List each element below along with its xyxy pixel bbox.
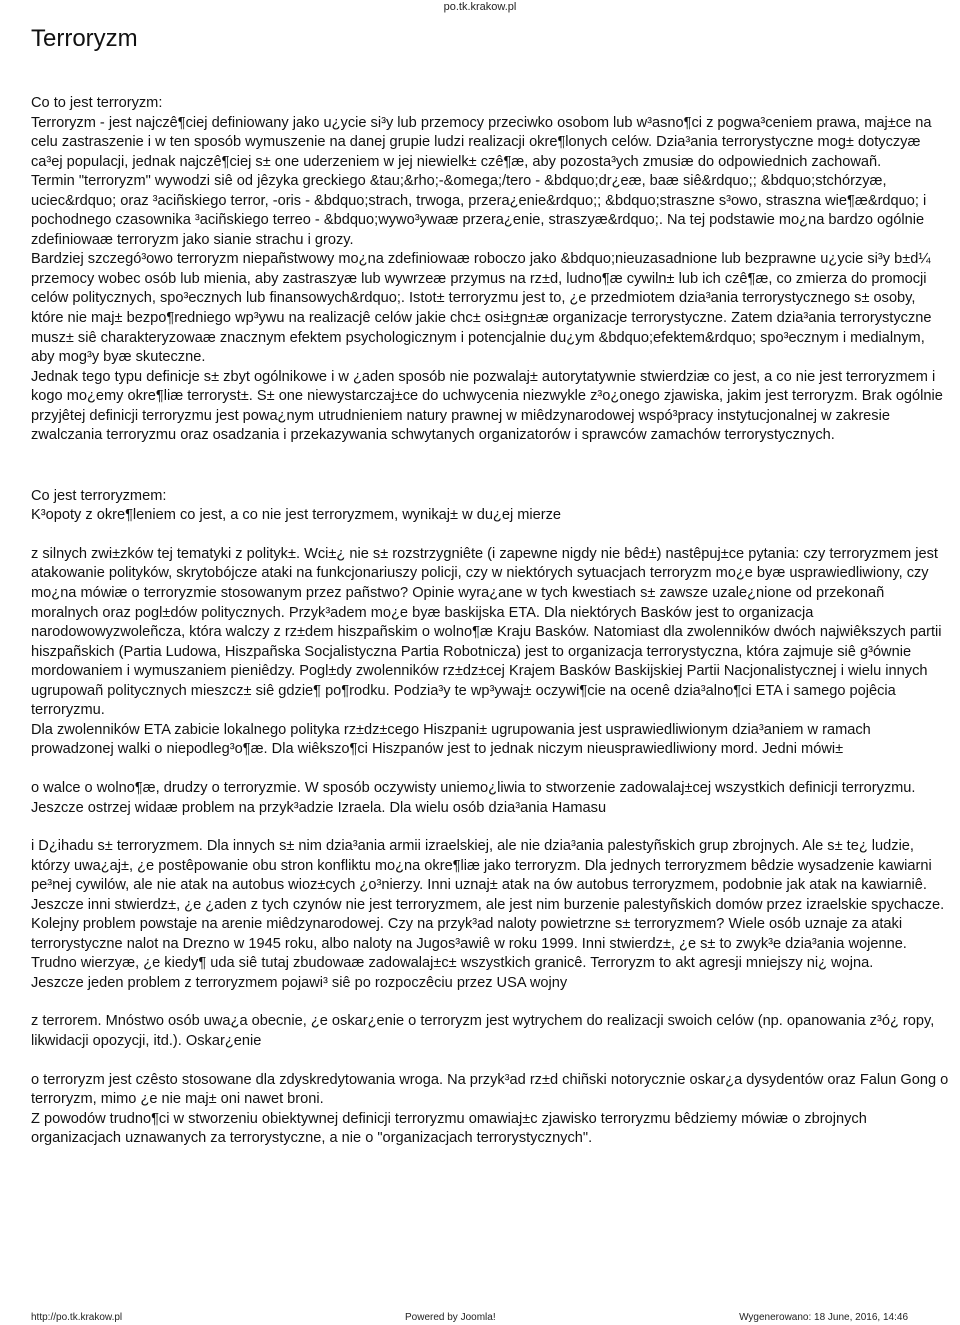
paragraph: Jednak tego typu definicje s± zbyt ogólnikowe i w ¿aden sposób nie pozwalaj± autorytatywnie stwierdziæ co jest, a co nie jest terroryzmem i kogo mo¿emy okre¶liæ terroryst±. S± one niewystarczaj±ce do uchwycenia niezwykle z³o¿onego zjawiska, jakim jest terroryzm. Brak ogólnie przyjêtej definicji terroryzmu jest powa¿nym utrudnieniem natury prawnej w miêdzynarodowej wspó³pracy instytucjonalnej w zakresie zwalczania terroryzmu oraz osadzania i przekazywania schwytanych organizatorów i sprawców zamachów terrorystycznych. [31, 368, 943, 444]
page-title: Terroryzm [31, 25, 138, 52]
footer-powered-by[interactable]: Powered by Joomla! [405, 1312, 496, 1323]
spacer [31, 993, 949, 1012]
paragraph: Z powodów trudno¶ci w stworzeniu obiektywnej definicji terroryzmu omawiaj±c zjawisko terroryzmu bêdziemy mówiæ o zbrojnych organizacjach uznawanych za terrorystyczne, a nie o "organizacjach terrorystycznych". [31, 1110, 867, 1147]
paragraph: Terroryzm - jest najczê¶ciej definiowany jako u¿ycie si³y lub przemocy przeciwko osobom lub w³asno¶ci z pogwa³ceniem prawa, maj±ce na celu zastraszenie i w ten sposób wymuszenie na danej grupie ludzi realizacji okre¶lonych celów. Dzia³ania terrorystyczne mog± dotyczyæ ca³ej populacji, jednak najczê¶ciej s± one uderzeniem w jej niewielk± czê¶æ, aby pozosta³ych zmusiæ do odpowiednich zachowañ. [31, 114, 932, 170]
paragraph: o walce o wolno¶æ, drudzy o terroryzmie. W sposób oczywisty uniemo¿liwia to stworzenie zadowalaj±cej wszystkich definicji terroryzmu. [31, 779, 916, 796]
footer-site-link[interactable]: http://po.tk.krakow.pl [31, 1312, 123, 1323]
paragraph: z silnych zwi±zków tej tematyki z polityk±. Wci±¿ nie s± rozstrzygniête (i zapewne nigdy nie bêd±) nastêpuj±ce pytania: czy terroryzmem jest atakowanie polityków, skrytobójcze ataki na funkcjonariuszy policji, czy w niektórych sytuacjach terroryzm mo¿e byæ usprawiedliwiony, czy mo¿na mówiæ o terroryzmie stosowanym przez pañstwo? Opinie wyra¿ane w tych kwestiach s± zawsze uzale¿nione od przekonañ moralnych oraz pogl±dów politycznych. Przyk³adem mo¿e byæ baskijska ETA. Dla niektórych Basków jest to organizacja narodowowyzwoleñcza, która walczy z rz±dem hiszpañskim o wolno¶æ Kraju Basków. Natomiast dla zwolenników dwóch najwiêkszych partii hiszpañskich (Partia Ludowa, Hiszpañska Socjalistyczna Partia Robotnicza) jest to organizacja terrorystyczna, która zajmuje siê g³ównie mordowaniem i wymuszaniem pieniêdzy. Pogl±dy zwolenników rz±dz±cej Krajem Basków Baskijskiej Partii Nacjonalistycznej i wielu innych ugrupowañ politycznych mieszcz± siê gdzie¶ po¶rodku. Podzia³y te wp³ywaj± oczywi¶cie na ocenê dzia³alno¶ci ETA i samego pojêcia terroryzmu. [31, 545, 942, 719]
section-heading: Co jest terroryzmem: [31, 487, 167, 504]
paragraph: o terroryzm jest czêsto stosowane dla zdyskredytowania wroga. Na przyk³ad rz±d chiñski notorycznie oskar¿a dysydentów oraz Falun Gong o terroryzm, mimo ¿e nie maj± oni nawet broni. [31, 1071, 949, 1108]
paragraph: Jeszcze jeden problem z terroryzmem pojawi³ siê po rozpoczêciu przez USA wojny [31, 974, 568, 991]
article-body [31, 94, 949, 1149]
site-link[interactable]: po.tk.krakow.pl [443, 1, 517, 13]
paragraph: Termin "terroryzm" wywodzi siê od jêzyka greckiego &tau;&rho;-&omega;/tero - &bdquo;dr¿eæ, baæ siê&rdquo;; &bdquo;stchórzyæ, uciec&rdquo; oraz ³aciñskiego terror, -oris - &bdquo;strach, trwoga, przera¿enie&rdquo;; &bdquo;straszne s³owo, straszna wie¶æ&rdquo; i pochodnego czasownika ³aciñskiego terreo - &bdquo;wywo³ywaæ przera¿enie, straszyæ&rdquo;. Na tej podstawie mo¿na bardzo ogólnie zdefiniowaæ terroryzm jako sianie strachu i grozy. [31, 173, 927, 248]
section-heading: Co to jest terroryzm: [31, 95, 163, 111]
footer-generated-date: Wygenerowano: 18 June, 2016, 14:46 [739, 1312, 908, 1323]
spacer [31, 760, 949, 779]
spacer [31, 818, 949, 837]
page-footer [0, 1311, 960, 1325]
paragraph: K³opoty z okre¶leniem co jest, a co nie jest terroryzmem, wynikaj± w du¿ej mierze [31, 507, 562, 524]
paragraph: Kolejny problem powstaje na arenie miêdzynarodowej. Czy na przyk³ad naloty powietrzne s± terroryzmem? Wiele osób uznaje za ataki terrorystyczne nalot na Drezno w 1945 roku, albo naloty na Jugos³awiê w roku 1999. Inni stwierdz±, ¿e s± to zwyk³e dzia³ania wojenne. Trudno wierzyæ, ¿e kiedy¶ uda siê tutaj zbudowaæ zadowalaj±c± wszystkich granicê. Terroryzm to akt agresji mniejszy ni¿ wojna. [31, 916, 907, 972]
paragraph: z terrorem. Mnóstwo osób uwa¿a obecnie, ¿e oskar¿enie o terroryzm jest wytrychem do realizacji swoich celów (np. opanowania z³ó¿ ropy, likwidacji opozycji, itd.). Oskar¿enie [31, 1013, 935, 1049]
spacer [31, 446, 949, 487]
paragraph: Jeszcze ostrzej widaæ problem na przyk³adzie Izraela. Dla wielu osób dzia³ania Hamasu [31, 799, 607, 816]
paragraph: i D¿ihadu s± terroryzmem. Dla innych s± nim dzia³ania armii izraelskiej, ale nie dzia³ania palestyñskich grup zbrojnych. Ale s± te¿ ludzie, którzy uwa¿aj±, ¿e postêpowanie obu stron konfliktu mo¿na okre¶liæ jako terroryzm. Dla jednych terroryzmem bêdzie wysadzenie kawiarni pe³nej cywilów, ale nie atak na autobus wioz±cych ¿o³nierzy. Inni uznaj± atak na ów autobus terroryzmem, podobnie jak atak na kawiarniê. Jeszcze inni stwierdz±, ¿e ¿aden z tych czynów nie jest terroryzmem, ale jest nim burzenie palestyñskich domów przez izraelskie spychacze. [31, 838, 945, 913]
spacer [31, 1052, 949, 1071]
paragraph: Dla zwolenników ETA zabicie lokalnego polityka rz±dz±cego Hiszpani± ugrupowania jest usprawiedliwionym dzia³aniem w ramach prowadzonej walki o niepodleg³o¶æ. Dla wiêkszo¶ci Hiszpanów jest to jednak niczym nieusprawiedliwiony mord. Jedni mówi± [31, 721, 871, 758]
spacer [31, 526, 949, 545]
paragraph: Bardziej szczegó³owo terroryzm niepañstwowy mo¿na zdefiniowaæ roboczo jako &bdquo;nieuzasadnione lub bezprawne u¿ycie si³y b±d¼ przemocy wobec osób lub mienia, aby zastraszyæ lub wywrzeæ przymus na rz±d, ludno¶æ cywiln± lub ich czê¶æ, co zmierza do promocji celów politycznych, spo³ecznych lub finansowych&rdquo;. Istot± terroryzmu jest to, ¿e przedmiotem dzia³ania terrorystycznego s± osoby, które nie maj± bezpo¶redniego wp³ywu na realizacjê celów jakie chc± osi±gn±æ organizacje terrorystyczne. Zatem dzia³ania terrorystyczne musz± siê charakteryzowaæ znacznym efektem psychologicznym i potencjalnie du¿ym &bdquo;efektem&rdquo; spo³ecznym i medialnym, aby mog³y byæ skuteczne. [31, 251, 932, 366]
